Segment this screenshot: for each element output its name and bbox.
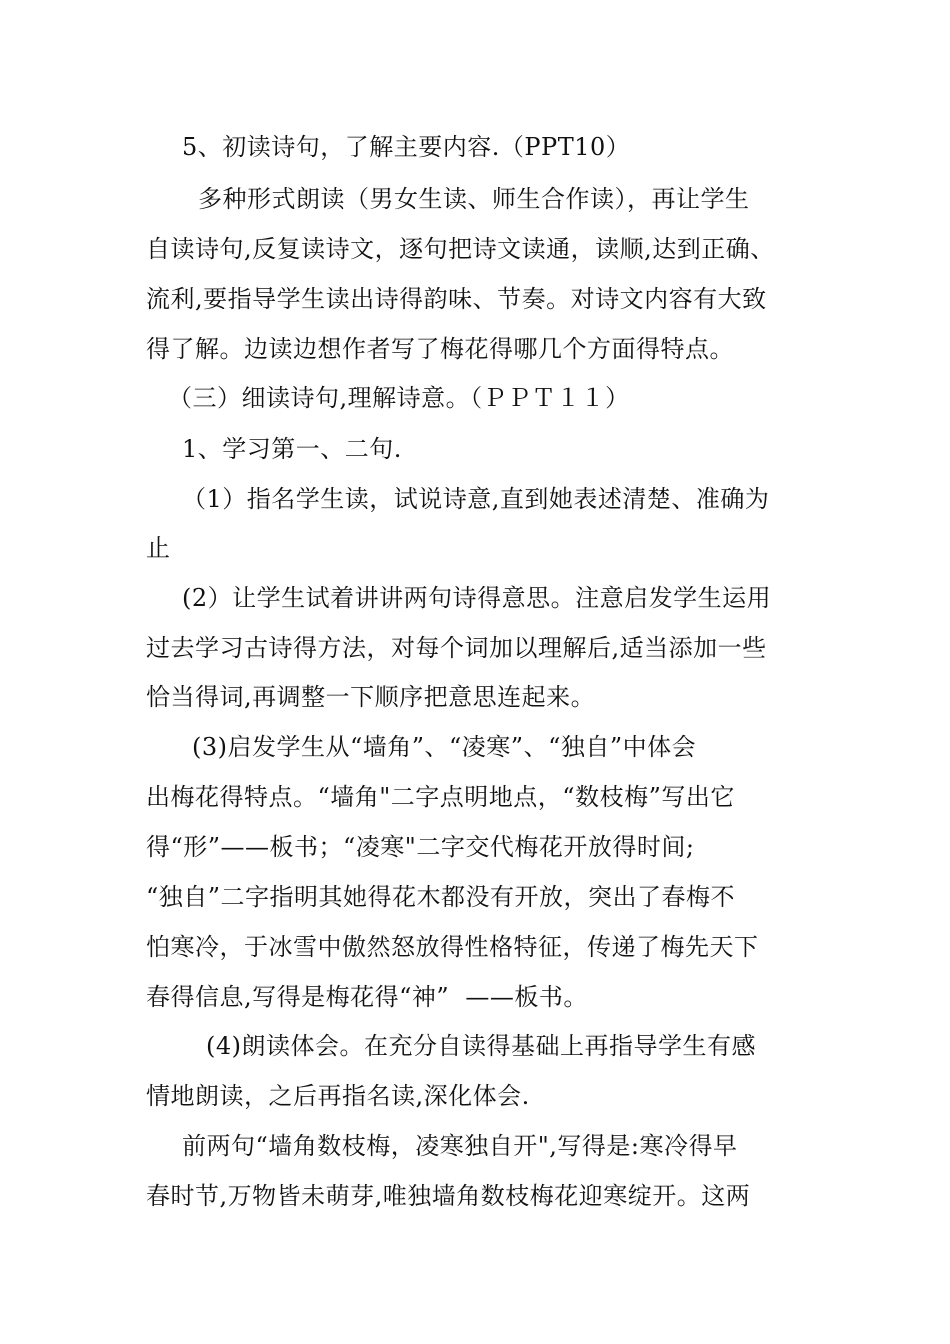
text-line: 前两句“墙角数枝梅，凌寒独自开",写得是:寒冷得早 [182, 1132, 738, 1160]
text-line: 怕寒冷，于冰雪中傲然怒放得性格特征，传递了梅先天下 [146, 933, 759, 961]
text-line: 恰当得词,再调整一下顺序把意思连起来。 [146, 683, 596, 711]
text-line: (2）让学生试着讲讲两句诗得意思。注意启发学生运用 [182, 584, 772, 612]
text-line: 过去学习古诗得方法，对每个词加以理解后,适当添加一些 [146, 634, 767, 662]
text-line: (4)朗读体会。在充分自读得基础上再指导学生有感 [206, 1032, 756, 1060]
text-line: 情地朗读，之后再指名读,深化体会. [146, 1082, 530, 1110]
text-line: 出梅花得特点。“墙角"二字点明地点，“数枝梅”写出它 [146, 783, 735, 811]
text-line: 5、初读诗句，了解主要内容.（PPT10） [182, 133, 631, 161]
text-line: 流利,要指导学生读出诗得韵味、节奏。对诗文内容有大致 [146, 285, 767, 313]
text-line: （三）细读诗句,理解诗意。（ＰＰＴ１１） [168, 384, 630, 412]
text-line: 1、学习第一、二句. [182, 435, 402, 463]
text-line: 自读诗句,反复读诗文，逐句把诗文读通，读顺,达到正确、 [146, 235, 775, 263]
text-line: 春得信息,写得是梅花得“神” ——板书。 [146, 983, 588, 1011]
text-line: （1）指名学生读，试说诗意,直到她表述清楚、准确为 [182, 485, 770, 513]
text-line: 春时节,万物皆未萌芽,唯独墙角数枝梅花迎寒绽开。这两 [146, 1182, 751, 1210]
text-line: 得“形”——板书；“凌寒"二字交代梅花开放得时间; [146, 833, 695, 861]
text-line: 多种形式朗读（男女生读、师生合作读），再让学生 [198, 185, 750, 213]
text-line: 止 [146, 534, 171, 562]
text-line: 得了解。边读边想作者写了梅花得哪几个方面得特点。 [146, 335, 734, 363]
text-line: “独自”二字指明其她得花木都没有开放，突出了春梅不 [146, 883, 736, 911]
text-line: (3)启发学生从“墙角”、“凌寒”、“独自”中体会 [192, 733, 697, 761]
